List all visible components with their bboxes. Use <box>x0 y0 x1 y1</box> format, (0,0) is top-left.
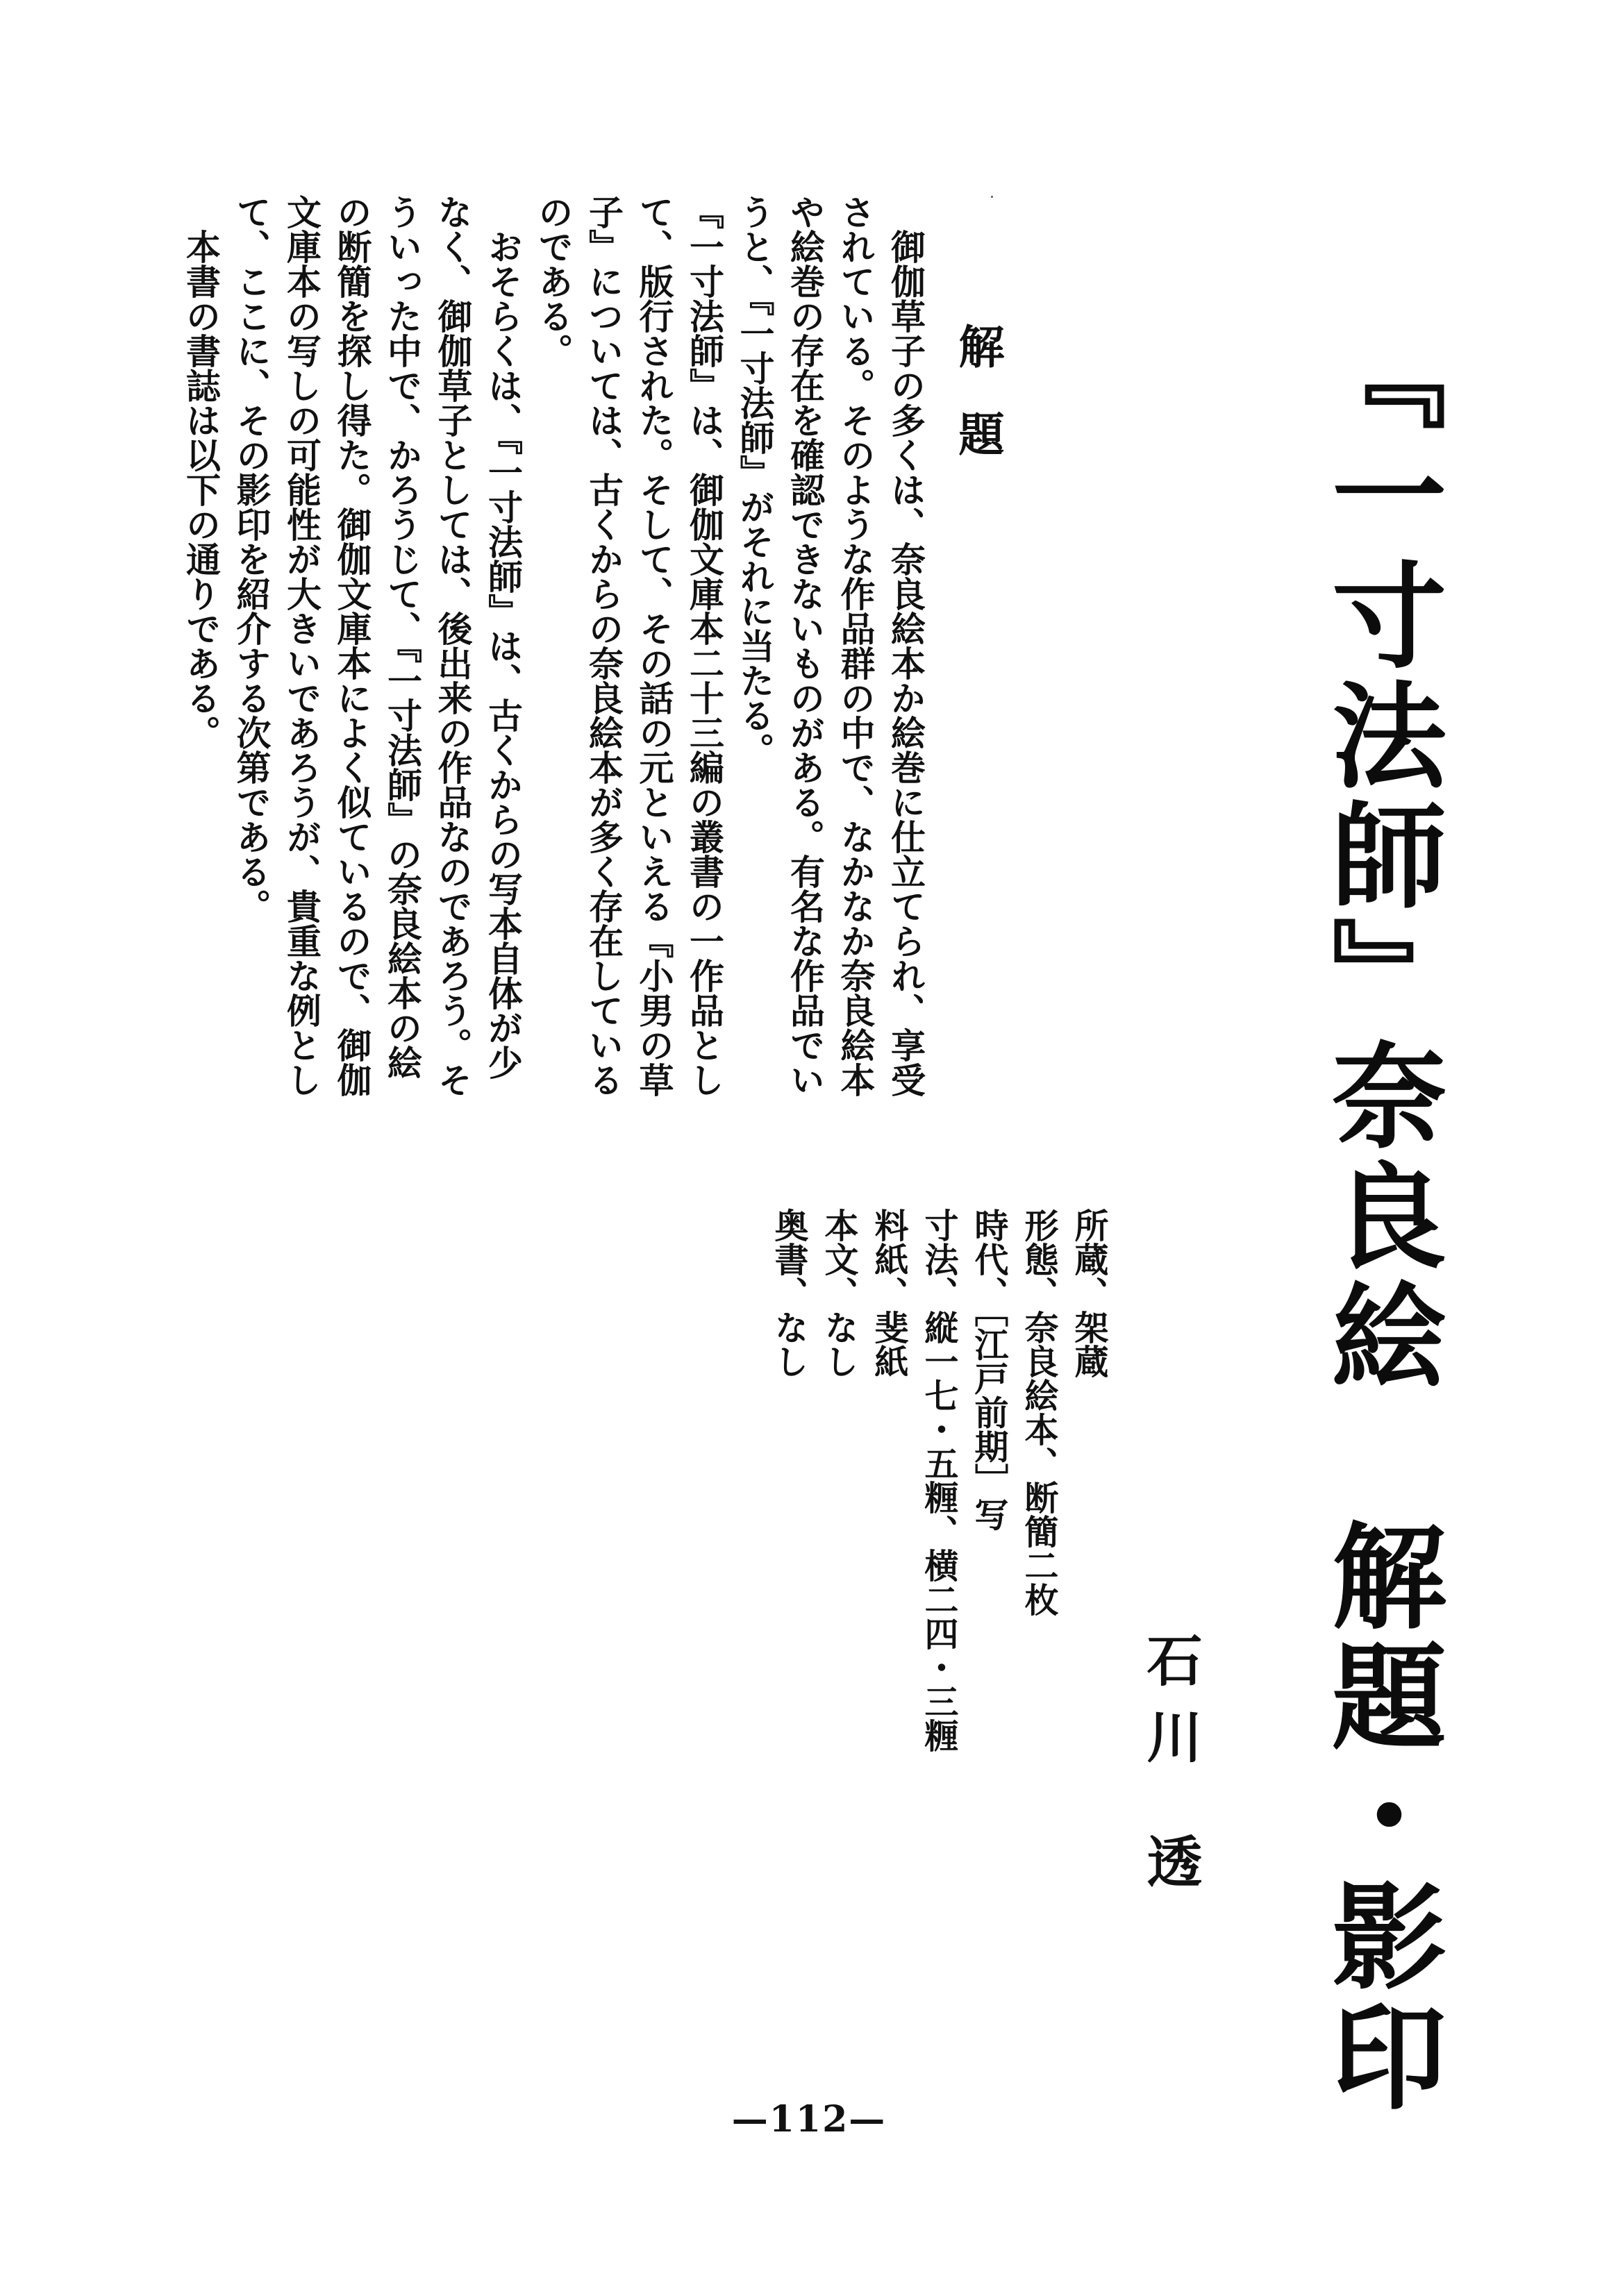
bibliography-item: 時代、［江戸前期］写 <box>969 1208 1010 1532</box>
bibliography-item: 料紙、斐紙 <box>869 1208 910 1378</box>
body-paragraph: 本書の書誌は以下の通りである。 <box>181 229 222 750</box>
bibliography-item: 形態、奈良絵本、断簡二枚 <box>1019 1208 1060 1616</box>
print-speck <box>991 196 993 198</box>
bibliography-item: 所蔵、架蔵 <box>1069 1208 1110 1378</box>
page-title: 『一寸法師』奈良絵 解題・影印 <box>1313 316 1448 2118</box>
author-family-name: 石川 <box>1137 1632 1203 1784</box>
bibliography-item: 寸法、縦一七・五糎、横二四・三糎 <box>919 1208 960 1752</box>
author-given-name: 透 <box>1137 1833 1203 1888</box>
bibliography-list <box>719 1208 1115 1833</box>
bibliography-item: 本文、なし <box>819 1208 860 1378</box>
body-text <box>181 194 931 1111</box>
bibliography-item: 奥書、なし <box>769 1208 810 1378</box>
page-number: —112— <box>731 2098 887 2140</box>
body-paragraph: 御伽草子の多くは、奈良絵本か絵巻に仕立てられ、享受されている。そのような作品群の中で、なかなか奈良絵本や絵巻の存在を確認できないものがある。有名な作品でいうと、『一寸法師』がそれに当たる。 <box>734 194 926 1097</box>
section-heading: 解題 <box>951 323 1005 498</box>
body-paragraph: おそらくは、『一寸法師』は、古くからの写本自体が少なく、御伽草子としては、後出来の作品なのであろう。そういった中で、かろうじて、『一寸法師』の奈良絵本の絵の断簡を探し得た。御伽文庫本によく似ているので、御伽文庫本の写しの可能性が大きいであろうが、貴重な例として、ここに、その影印を紹介する次第である。 <box>231 194 524 1097</box>
body-paragraph: 『一寸法師』は、御伽文庫本二十三編の叢書の一作品として、版行された。そして、その話の元といえる『小男の草子』については、古くからの奈良絵本が多く存在しているのである。 <box>533 194 725 1097</box>
